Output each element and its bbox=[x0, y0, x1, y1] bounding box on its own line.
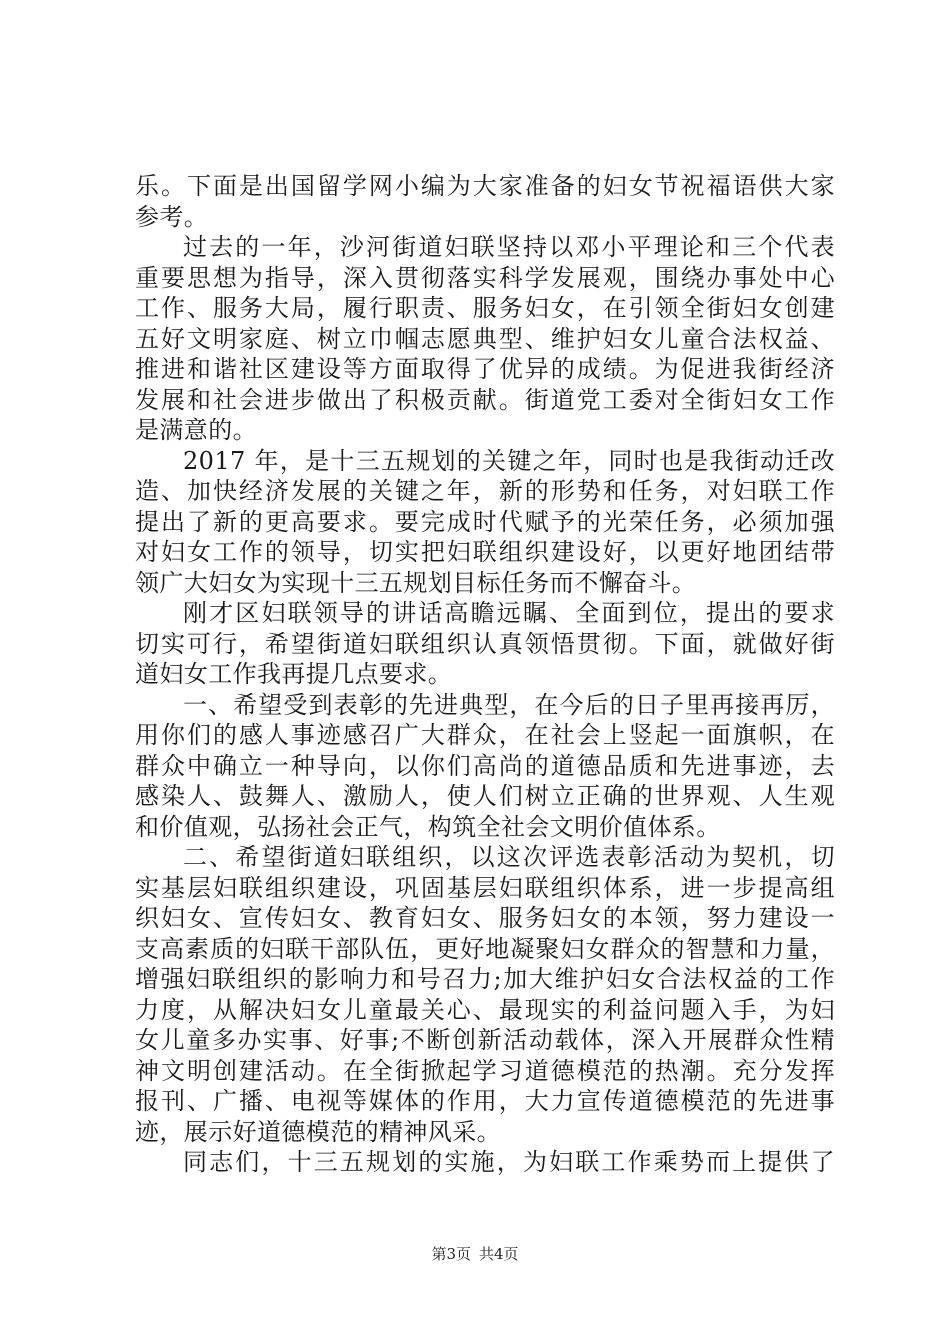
text-line: 感染人、鼓舞人、激励人，使人们树立正确的世界观、人生观 bbox=[135, 782, 835, 810]
text-line: 工作、服务大局，履行职责、服务妇女，在引领全街妇女创建 bbox=[135, 294, 835, 322]
text-line: 乐。下面是出国留学网小编为大家准备的妇女节祝福语供大家 bbox=[135, 172, 835, 200]
paragraph-start-line: 一、希望受到表彰的先进典型，在今后的日子里再接再厉， bbox=[183, 690, 835, 719]
text-line: 神文明创建活动。在全街掀起学习道德模范的热潮。充分发挥 bbox=[135, 1056, 835, 1085]
text-line: 参考。 bbox=[135, 202, 209, 231]
text-line: 领广大妇女为实现十三五规划目标任务而不懈奋斗。 bbox=[135, 568, 697, 597]
text-line: 报刊、广播、电视等媒体的作用，大力宣传道德模范的先进事 bbox=[135, 1087, 835, 1115]
text-line: 和价值观，弘扬社会正气，构筑全社会文明价值体系。 bbox=[135, 812, 721, 841]
text-line: 增强妇联组织的影响力和号召力;加大维护妇女合法权益的工作 bbox=[135, 965, 835, 993]
page-total: 共4页 bbox=[479, 1245, 519, 1263]
text-line: 织妇女、宣传妇女、教育妇女、服务妇女的本领，努力建设一 bbox=[135, 904, 835, 932]
text-line: 支高素质的妇联干部队伍，更好地凝聚妇女群众的智慧和力量， bbox=[135, 934, 835, 963]
text-line: 力度，从解决妇女儿童最关心、最现实的利益问题入手，为妇 bbox=[135, 995, 835, 1024]
paragraph-start-line: 过去的一年，沙河街道妇联坚持以邓小平理论和三个代表 bbox=[183, 233, 835, 261]
document-body bbox=[135, 171, 835, 1178]
text-line: 是满意的。 bbox=[135, 416, 257, 444]
text-line: 群众中确立一种导向，以你们高尚的道德品质和先进事迹，去 bbox=[135, 751, 835, 780]
text-line: 对妇女工作的领导，切实把妇联组织建设好，以更好地团结带 bbox=[135, 538, 835, 566]
text-line: 发展和社会进步做出了积极贡献。街道党工委对全街妇女工作 bbox=[135, 385, 835, 414]
paragraph-start-line: 2017 年，是十三五规划的关键之年，同时也是我街动迁改 bbox=[183, 446, 835, 475]
text-line: 切实可行，希望街道妇联组织认真领悟贯彻。下面，就做好街 bbox=[135, 629, 835, 658]
text-line: 用你们的感人事迹感召广大群众，在社会上竖起一面旗帜，在 bbox=[135, 721, 835, 749]
text-line: 迹，展示好道德模范的精神风采。 bbox=[135, 1117, 501, 1146]
text-line: 推进和谐社区建设等方面取得了优异的成绩。为促进我街经济 bbox=[135, 355, 835, 383]
text-line: 造、加快经济发展的关键之年，新的形势和任务，对妇联工作 bbox=[135, 477, 835, 505]
text-line: 五好文明家庭、树立巾帼志愿典型、维护妇女儿童合法权益、 bbox=[135, 324, 835, 353]
page-footer bbox=[0, 1244, 950, 1264]
text-line: 女儿童多办实事、好事;不断创新活动载体，深入开展群众性精 bbox=[135, 1026, 835, 1054]
text-line: 实基层妇联组织建设，巩固基层妇联组织体系，进一步提高组 bbox=[135, 873, 835, 902]
text-line: 提出了新的更高要求。要完成时代赋予的光荣任务，必须加强 bbox=[135, 507, 835, 536]
text-line: 重要思想为指导，深入贯彻落实科学发展观，围绕办事处中心 bbox=[135, 263, 835, 292]
paragraph-start-line: 刚才区妇联领导的讲话高瞻远瞩、全面到位，提出的要求 bbox=[183, 599, 835, 627]
paragraph-start-line: 二、希望街道妇联组织，以这次评选表彰活动为契机，切 bbox=[183, 843, 835, 871]
paragraph-start-line: 同志们，十三五规划的实施，为妇联工作乘势而上提供了 bbox=[183, 1148, 835, 1176]
page-number: 第3页 bbox=[431, 1245, 471, 1263]
text-line: 道妇女工作我再提几点要求。 bbox=[135, 660, 453, 688]
